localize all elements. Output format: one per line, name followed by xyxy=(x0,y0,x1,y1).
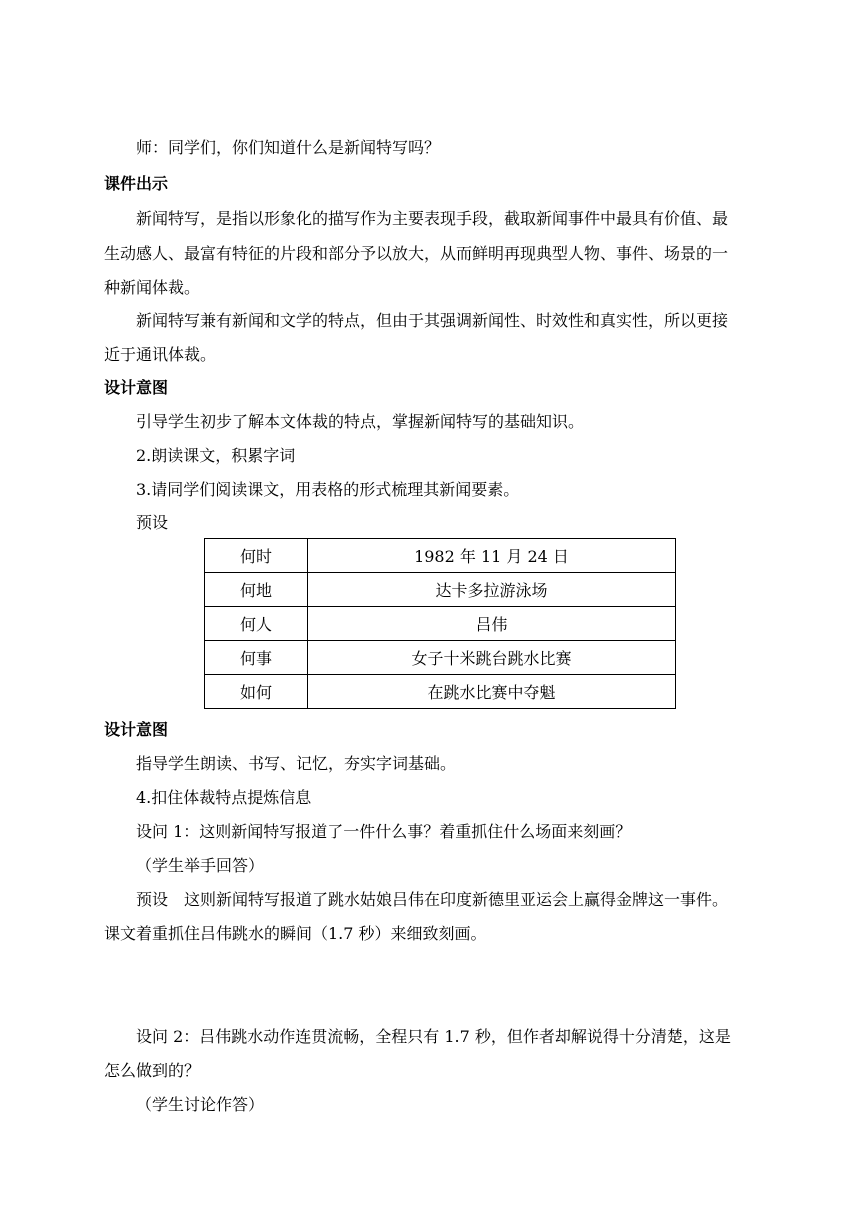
table-cell-key: 何事 xyxy=(205,641,308,675)
design-intent-heading-2: 设计意图 xyxy=(104,720,169,739)
courseware-paragraph-1-line-2: 生动感人、最富有特征的片段和部分予以放大，从而鲜明再现典型人物、事件、场景的一 xyxy=(104,244,729,263)
table-cell-value: 吕伟 xyxy=(308,607,676,641)
question-2-line-1: 设问 2：吕伟跳水动作连贯流畅，全程只有 1.7 秒，但作者却解说得十分清楚，这是 xyxy=(136,1027,731,1046)
preset-answer-line-2: 课文着重抓住吕伟跳水的瞬间（1.7 秒）来细致刻画。 xyxy=(104,924,487,943)
table-row xyxy=(205,539,676,573)
courseware-paragraph-1-line-3: 种新闻体裁。 xyxy=(104,278,201,297)
table-row xyxy=(205,607,676,641)
question-1: 设问 1：这则新闻特写报道了一件什么事？着重抓住什么场面来刻画？ xyxy=(136,822,632,841)
teacher-question: 师：同学们，你们知道什么是新闻特写吗？ xyxy=(136,138,441,157)
design-intent-text-1: 引导学生初步了解本文体裁的特点，掌握新闻特写的基础知识。 xyxy=(136,412,585,431)
step-3-text: 3.请同学们阅读课文，用表格的形式梳理其新闻要素。 xyxy=(136,480,520,499)
courseware-paragraph-1-line-1: 新闻特写，是指以形象化的描写作为主要表现手段，截取新闻事件中最具有价值、最 xyxy=(136,209,729,228)
courseware-paragraph-2-line-1: 新闻特写兼有新闻和文学的特点，但由于其强调新闻性、时效性和真实性，所以更接 xyxy=(136,311,729,330)
design-intent-text-2: 指导学生朗读、书写、记忆，夯实字词基础。 xyxy=(136,754,457,773)
news-elements-table xyxy=(204,538,676,709)
design-intent-heading-1: 设计意图 xyxy=(104,378,169,397)
preset-label: 预设 xyxy=(136,513,169,532)
table-cell-value: 女子十米跳台跳水比赛 xyxy=(308,641,676,675)
question-1-note: （学生举手回答） xyxy=(136,856,265,875)
table-cell-key: 如何 xyxy=(205,675,308,709)
courseware-heading: 课件出示 xyxy=(104,174,169,193)
table-row xyxy=(205,641,676,675)
question-2-note: （学生讨论作答） xyxy=(136,1095,265,1114)
table-row xyxy=(205,573,676,607)
table-cell-key: 何地 xyxy=(205,573,308,607)
step-2-text: 2.朗读课文，积累字词 xyxy=(136,446,296,465)
step-4-title: 4.扣住体裁特点提炼信息 xyxy=(136,788,312,807)
table-cell-key: 何时 xyxy=(205,539,308,573)
table-cell-value: 达卡多拉游泳场 xyxy=(308,573,676,607)
courseware-paragraph-2-line-2: 近于通讯体裁。 xyxy=(104,345,217,364)
table-cell-key: 何人 xyxy=(205,607,308,641)
preset-answer-line-1: 预设 这则新闻特写报道了跳水姑娘吕伟在印度新德里亚运会上赢得金牌这一事件。 xyxy=(136,890,729,909)
table-cell-value: 1982 年 11 月 24 日 xyxy=(308,539,676,573)
table-cell-value: 在跳水比赛中夺魁 xyxy=(308,675,676,709)
table-row xyxy=(205,675,676,709)
question-2-line-2: 怎么做到的？ xyxy=(104,1061,201,1080)
